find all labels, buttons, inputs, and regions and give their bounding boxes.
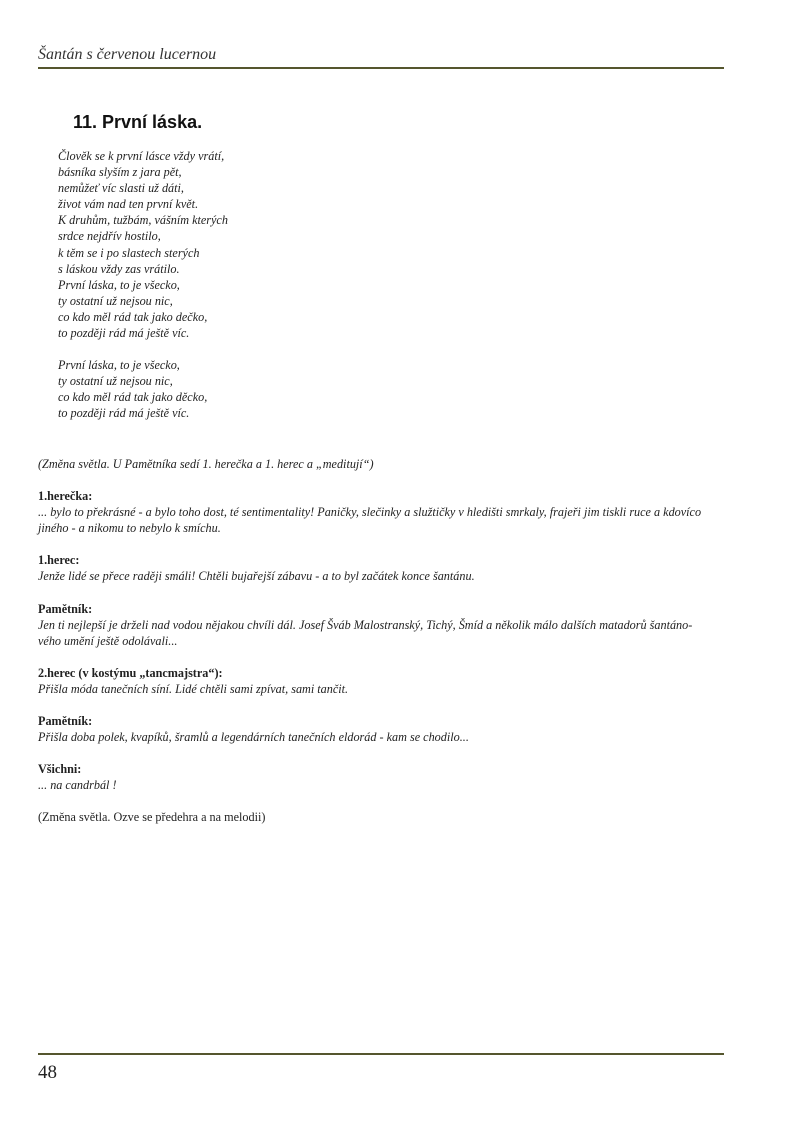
poem-line: ty ostatní už nejsou nic, — [58, 374, 173, 389]
speaker-name: 2.herec (v kostýmu „tancmajstra“): — [38, 665, 223, 680]
script-section — [38, 456, 728, 826]
speaker-name: Všichni: — [38, 762, 82, 777]
poem-line: básníka slyším z jara pět, — [58, 165, 182, 180]
poem-line: ty ostatní už nejsou nic, — [58, 293, 173, 308]
dialogue-block — [38, 488, 728, 536]
poem-line: První láska, to je všecko, — [58, 277, 180, 292]
speech-line: Přišla doba polek, kvapíků, šramlů a legendárních tanečních eldorád - kam se chodilo... — [38, 730, 469, 745]
footer-rule — [38, 1053, 724, 1055]
section-heading: 11. První láska. — [73, 112, 203, 132]
header-rule — [38, 67, 724, 69]
stage-direction: (Změna světla. U Pamětníka sedí 1. herečka a 1. herec a „meditují“) — [38, 457, 374, 471]
dialogue-block — [38, 665, 728, 697]
stage-direction: (Změna světla. Ozve se předehra a na melodii) — [38, 810, 266, 825]
dialogue-block — [38, 601, 728, 649]
poem-line: K druhům, tužbám, vášním kterých — [58, 213, 228, 228]
speech-line: vého umění ještě odolávali... — [38, 633, 178, 648]
poem-stanza — [58, 148, 228, 341]
poem-line: život vám nad ten první květ. — [58, 197, 199, 212]
speech-line: Přišla móda tanečních síní. Lidé chtěli sami zpívat, sami tančit. — [38, 681, 349, 696]
poem-line: s láskou vždy zas vrátilo. — [58, 261, 180, 276]
poem-line: Člověk se k první lásce vždy vrátí, — [58, 149, 225, 163]
dialogue-block — [38, 761, 728, 793]
speaker-name: 1.herečka: — [38, 489, 93, 504]
poem-line: co kdo měl rád tak jako dečko, — [58, 309, 208, 324]
speech-line: ... bylo to překrásné - a bylo toho dost, té sentimentality! Paničky, slečinky a služtičky v hledišti smrkaly, frajeři jim tiskli ruce a kdovíco — [38, 505, 702, 520]
speaker-name: Pamětník: — [38, 714, 93, 729]
poem-line: nemůžeť víc slasti už dáti, — [58, 181, 184, 196]
speech-line: jiného - a nikomu to nebylo k smíchu. — [38, 521, 221, 536]
poem-line: srdce nejdřív hostilo, — [58, 229, 161, 244]
poem-stanza — [58, 357, 228, 421]
poem-line: co kdo měl rád tak jako děcko, — [58, 390, 208, 405]
poem-line: to později rád má ještě víc. — [58, 406, 190, 421]
speaker-name: Pamětník: — [38, 601, 93, 616]
poem-line: První láska, to je všecko, — [58, 358, 180, 373]
poem — [58, 148, 228, 438]
dialogue-block — [38, 552, 728, 584]
poem-line: k těm se i po slastech sterých — [58, 245, 200, 260]
page-number: 48 — [38, 1062, 57, 1083]
speech-line: Jenže lidé se přece raději smáli! Chtěli bujařejší zábavu - a to byl začátek konce šantánu. — [38, 569, 475, 584]
poem-line: to později rád má ještě víc. — [58, 326, 190, 341]
speech-line: ... na candrbál ! — [38, 778, 117, 793]
speaker-name: 1.herec: — [38, 553, 80, 568]
dialogue-block — [38, 713, 728, 745]
speech-line: Jen ti nejlepší je drželi nad vodou nějakou chvíli dál. Josef Šváb Malostranský, Tichý, Šmíd a několik málo dalších matadorů šantáno- — [38, 617, 693, 632]
running-head: Šantán s červenou lucernou — [38, 46, 217, 63]
